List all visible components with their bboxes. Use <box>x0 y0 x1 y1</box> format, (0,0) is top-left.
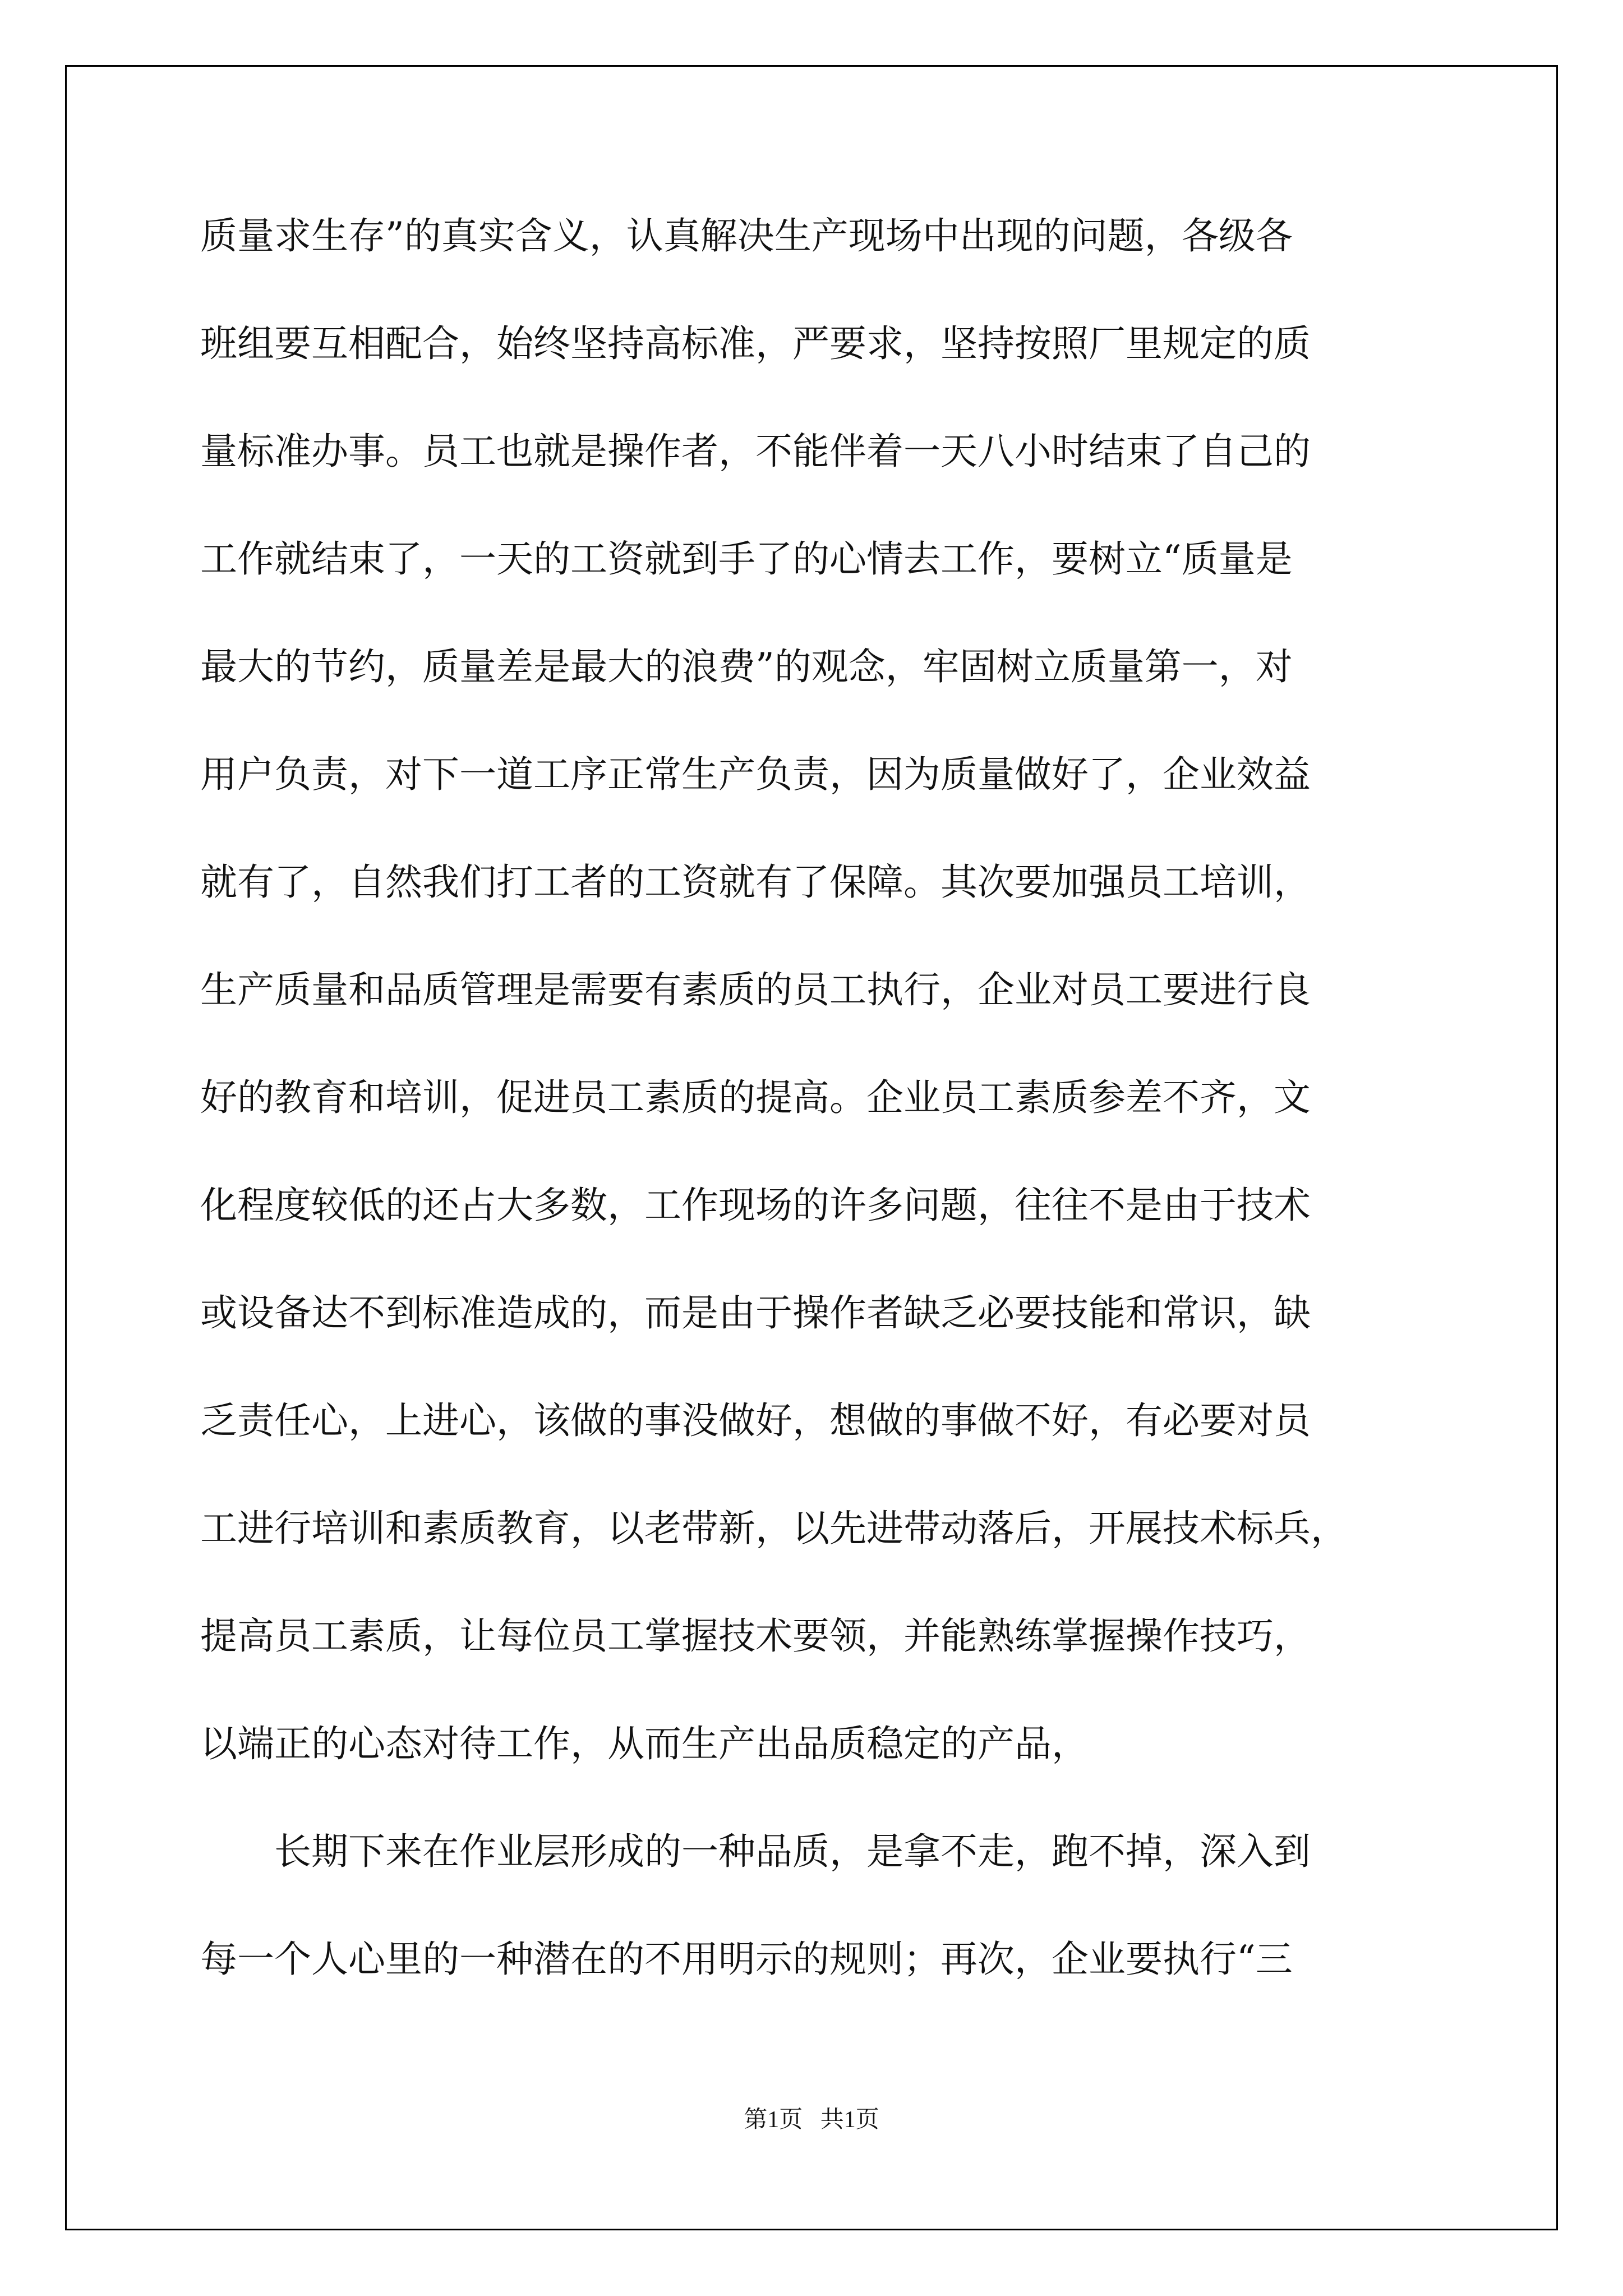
text-line-2: 班组要互相配合，始终坚持高标准，严要求，坚持按照厂里规定的质 <box>200 322 1311 365</box>
text-line-14: 提高员工素质，让每位员工掌握技术要领，并能熟练掌握操作技巧， <box>200 1614 1311 1658</box>
text-line-11: 或设备达不到标准造成的，而是由于操作者缺乏必要技能和常识，缺 <box>200 1291 1311 1335</box>
text-line-7: 就有了，自然我们打工者的工资就有了保障。其次要加强员工培训， <box>200 861 1311 904</box>
text-line-4: 工作就结束了，一天的工资就到手了的心情去工作，要树立“质量是 <box>200 537 1293 581</box>
document-body <box>200 182 1434 2013</box>
text-line-1: 质量求生存”的真实含义，认真解决生产现场中出现的问题，各级各 <box>200 214 1293 257</box>
text-line-6: 用户负责，对下一道工序正常生产负责，因为质量做好了，企业效益 <box>200 753 1311 796</box>
text-line-10: 化程度较低的还占大多数，工作现场的许多问题，往往不是由于技术 <box>200 1184 1311 1227</box>
text-line-8: 生产质量和品质管理是需要有素质的员工执行，企业对员工要进行良 <box>200 968 1311 1011</box>
text-line-5: 最大的节约，质量差是最大的浪费”的观念，牢固树立质量第一，对 <box>200 645 1293 688</box>
text-line-15: 以端正的心态对待工作，从而生产出品质稳定的产品， <box>200 1722 1089 1765</box>
page-footer <box>0 2101 1623 2134</box>
page-total: 共1页 <box>820 2107 879 2133</box>
text-line-13: 工进行培训和素质教育，以老带新，以先进带动落后，开展技术标兵， <box>200 1507 1348 1550</box>
text-line-3: 量标准办事。员工也就是操作者，不能伴着一天八小时结束了自己的 <box>200 430 1311 473</box>
page-number: 第1页 <box>744 2107 803 2133</box>
text-line-9: 好的教育和培训，促进员工素质的提高。企业员工素质参差不齐，文 <box>200 1076 1311 1119</box>
text-line-12: 乏责任心，上进心，该做的事没做好，想做的事做不好，有必要对员 <box>200 1399 1311 1442</box>
text-line-16: 长期下来在作业层形成的一种品质，是拿不走，跑不掉，深入到 <box>274 1830 1311 1873</box>
text-line-17: 每一个人心里的一种潜在的不用明示的规则；再次，企业要执行“三 <box>200 1938 1293 1981</box>
